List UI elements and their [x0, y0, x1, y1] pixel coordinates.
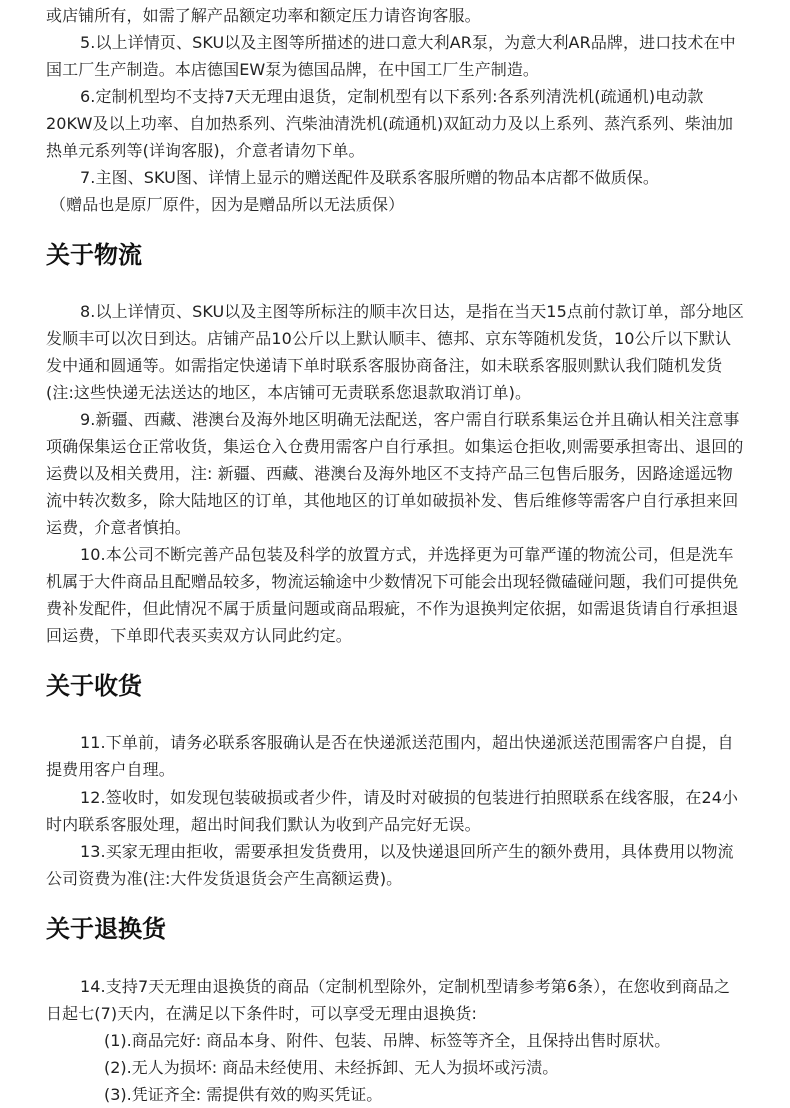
paragraph-8: 8.以上详情页、SKU以及主图等所标注的顺丰次日达，是指在当天15点前付款订单，部分地区发顺丰可以次日到达。店铺产品10公斤以上默认顺丰、德邦、京东等随机发货，10公斤以下默认发中通和圆通等。如需指定快递请下单时联系客服协商备注，如未联系客服则默认我们随机发货(注:这些快递无法送达的地区，本店铺可无责联系您退款取消订单)。 [46, 302, 744, 402]
receiving-item-12 [46, 784, 746, 838]
paragraph-9: 9.新疆、西藏、港澳台及海外地区明确无法配送，客户需自行联系集运仓并且确认相关注意事项确保集运仓正常收货，集运仓入仓费用需客户自行承担。如集运仓拒收,则需要承担寄出、退回的运费以及相关费用，注: 新疆、西藏、港澳台及海外地区不支持产品三包售后服务，因路途遥远物流中转次数多，除大陆地区的订单，其他地区的订单如破损补发、售后维修等需客户自行承担来回运费，介意者慎拍。 [46, 410, 744, 537]
paragraph-5: 5.以上详情页、SKU以及主图等所描述的进口意大利AR泵，为意大利AR品牌，进口技术在中国工厂生产制造。本店德国EW泵为德国品牌，在中国工厂生产制造。 [46, 33, 736, 79]
logistics-item-8 [46, 298, 746, 406]
paragraph-10: 10.本公司不断完善产品包装及科学的放置方式，并选择更为可靠严谨的物流公司，但是洗车机属于大件商品且配赠品较多，物流运输途中少数情况下可能会出现轻微磕碰问题，我们可提供免费补发配件，但此情况不属于质量问题或商品瑕疵，不作为退换判定依据，如需退货请自行承担退回运费，下单即代表买卖双方认同此约定。 [46, 545, 739, 645]
policy-item-7 [46, 164, 746, 218]
policy-text-continued [46, 2, 746, 29]
section-heading-receiving: 关于收货 [46, 672, 142, 700]
return-condition-3: (3).凭证齐全: 需提供有效的购买凭证。 [104, 1085, 383, 1104]
paragraph-13: 13.买家无理由拒收，需要承担发货费用，以及快递退回所产生的额外费用，具体费用以物流公司资费为准(注:大件发货退货会产生高额运费)。 [46, 842, 734, 888]
paragraph-7-note: （赠品也是原厂原件，因为是赠品所以无法质保） [50, 195, 405, 214]
paragraph-14: 14.支持7天无理由退换货的商品（定制机型除外，定制机型请参考第6条），在您收到商品之日起七(7)天内，在满足以下条件时，可以享受无理由退换货: [46, 977, 731, 1023]
returns-item-14 [46, 973, 746, 1027]
section-heading-returns: 关于退换货 [46, 915, 166, 943]
paragraph-top: 或店铺所有，如需了解产品额定功率和额定压力请咨询客服。 [46, 6, 481, 25]
paragraph-11: 11.下单前，请务必联系客服确认是否在快递派送范围内，超出快递派送范围需客户自提，自提费用客户自理。 [46, 733, 734, 779]
return-condition-2: (2).无人为损坏: 商品未经使用、未经拆卸、无人为损坏或污渍。 [104, 1058, 559, 1077]
section-heading-logistics: 关于物流 [46, 241, 142, 269]
paragraph-12: 12.签收时，如发现包装破损或者少件，请及时对破损的包装进行拍照联系在线客服，在24小时内联系客服处理，超出时间我们默认为收到产品完好无误。 [46, 788, 739, 834]
paragraph-7: 7.主图、SKU图、详情上显示的赠送配件及联系客服所赠的物品本店都不做质保。 [80, 168, 659, 187]
receiving-item-11 [46, 729, 746, 783]
policy-item-5 [46, 29, 746, 83]
paragraph-6: 6.定制机型均不支持7天无理由退货，定制机型有以下系列:各系列清洗机(疏通机)电动款20KW及以上功率、自加热系列、汽柴油清洗机(疏通机)双缸动力及以上系列、蒸汽系列、柴油加热单元系列等(详询客服)，介意者请勿下单。 [46, 87, 734, 160]
logistics-item-10 [46, 541, 746, 649]
return-condition-1: (1).商品完好: 商品本身、附件、包装、吊牌、标签等齐全，且保持出售时原状。 [104, 1031, 671, 1050]
policy-item-6 [46, 83, 746, 164]
logistics-item-9 [46, 406, 746, 541]
receiving-item-13 [46, 838, 746, 892]
